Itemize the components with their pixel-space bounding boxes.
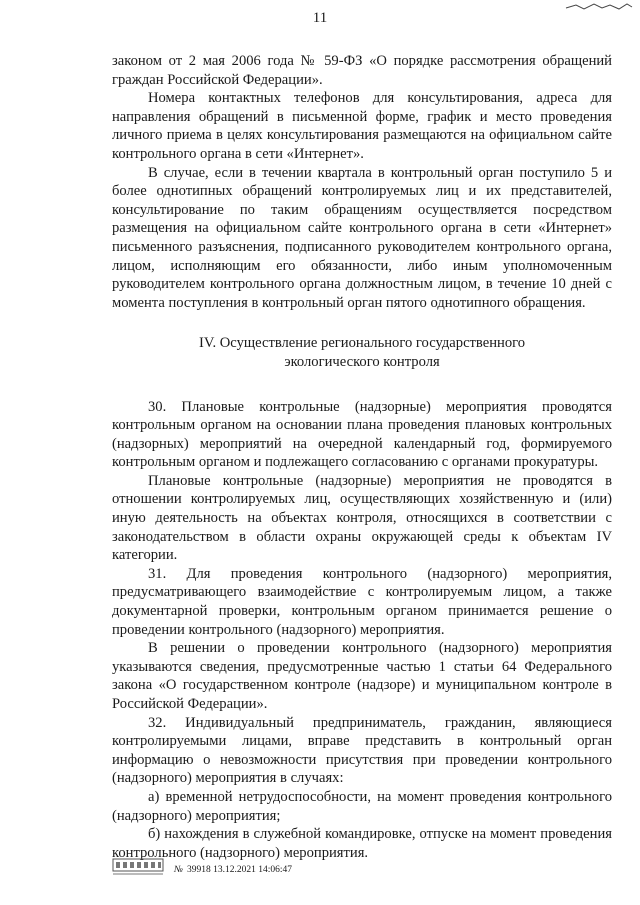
document-body xyxy=(112,52,612,862)
registration-stamp xyxy=(174,865,292,875)
paragraph: законом от 2 мая 2006 года № 59-ФЗ «О порядке рассмотрения обращений граждан Российской Федерации». xyxy=(112,53,612,88)
page-number: 11 xyxy=(312,10,328,26)
registration-number: 39918 13.12.2021 14:06:47 xyxy=(186,865,292,875)
list-item: а) временной нетрудоспособности, на момент проведения контрольного (надзорного) мероприятия; xyxy=(112,788,612,824)
paragraph: Плановые контрольные (надзорные) мероприятия не проводятся в отношении контролируемых лиц, осуществляющих хозяйственную и (или) иную деятельность на объектах контроля, относящихся в соответствии с законодательством в области охраны окружающей среды к объектам IV категории. xyxy=(112,472,612,564)
paragraph: 32. Индивидуальный предприниматель, гражданин, являющиеся контролируемыми лицами, вправе представить в контрольный орган информацию о невозможности присутствия при проведении контрольного (надзорного) мероприятия в случаях: xyxy=(112,714,612,787)
number-sign: № xyxy=(174,865,183,875)
paragraph: В случае, если в течении квартала в контрольный орган поступило 5 и более однотипных обращений контролируемых лиц и их представителей, консультирование по таким обращениям осуществляется посредством размещения на официальном сайте контрольного органа в сети «Интернет» письменного разъяснения, подписанного руководителем контрольного органа, лицом, исполняющим его обязанности, либо иным уполномоченным руководителем контрольного органа должностным лицом, в течение 10 дней с момента поступления в контрольный орган пятого однотипного обращения. xyxy=(112,164,612,311)
list-item: б) нахождения в служебной командировке, отпуске на момент проведения контрольного (надзорного) мероприятия. xyxy=(112,826,612,861)
document-system-logo-icon xyxy=(112,855,164,877)
document-footer xyxy=(112,855,412,885)
scan-artifact-mark xyxy=(564,2,634,12)
section-title-line: экологического контроля xyxy=(284,353,440,370)
paragraph: Номера контактных телефонов для консультирования, адреса для направления обращений в письменной форме, график и место проведения личного приема в целях консультирования размещаются на официальном сайте контрольного органа в сети «Интернет». xyxy=(112,90,612,162)
section-heading xyxy=(112,334,612,371)
paragraph: 30. Плановые контрольные (надзорные) мероприятия проводятся контрольным органом на основании плана проведения плановых контрольных (надзорных) мероприятий на очередной календарный год, формируемого контрольным органом и подлежащего согласованию с органами прокуратуры. xyxy=(112,398,612,471)
section-title-line: IV. Осуществление регионального государственного xyxy=(198,335,526,352)
paragraph: В решении о проведении контрольного (надзорного) мероприятия указываются сведения, предусмотренные частью 1 статьи 64 Федерального закона «О государственном контроле (надзоре) и муниципальном контроле в Российской Федерации». xyxy=(112,640,612,712)
paragraph: 31. Для проведения контрольного (надзорного) мероприятия, предусматривающего взаимодействие с контролируемым лицом, а также документарной проверки, контрольным органом принимается решение о проведении контрольного (надзорного) мероприятия. xyxy=(112,565,612,638)
